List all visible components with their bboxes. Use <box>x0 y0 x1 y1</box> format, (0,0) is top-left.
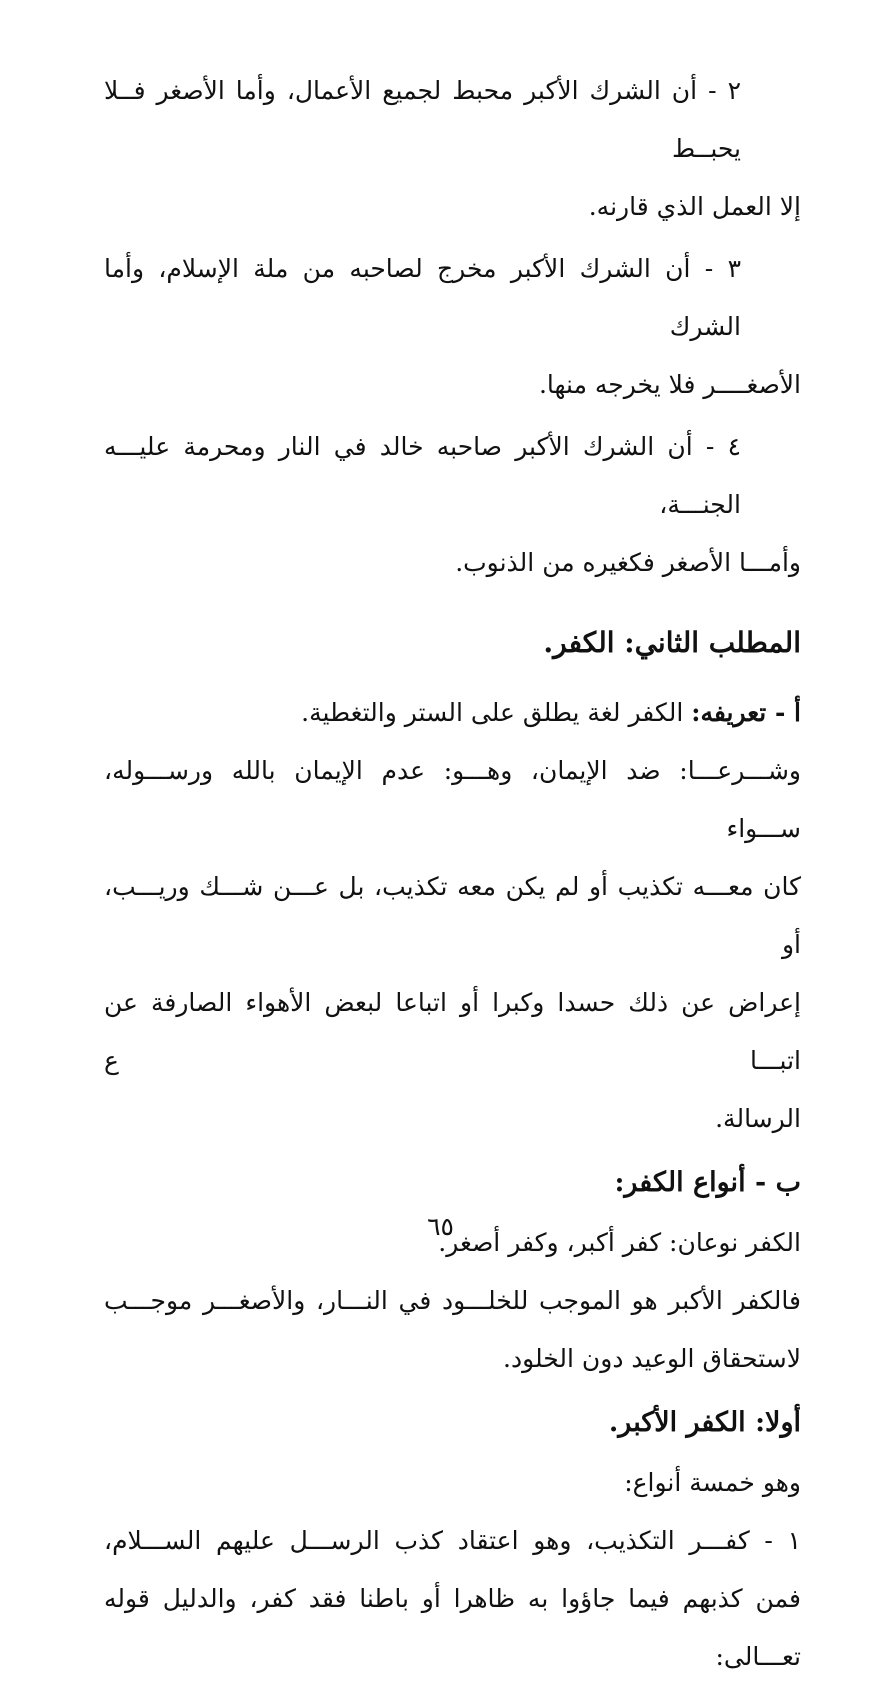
definition-line <box>104 684 801 742</box>
types-line-3: لاستحقاق الوعيد دون الخلود. <box>503 1344 801 1373</box>
major-kufr-heading: أولا: الكفر الأكبر. <box>608 1407 801 1438</box>
types-line-2: فالكفر الأكبر هو الموجب للخلـــود في النـــار، والأصغـــر موجـــب <box>104 1286 801 1315</box>
page-number: ٦٥ <box>427 1212 454 1241</box>
sharia-line-1: وشـــرعـــا: ضد الإيمان، وهـــو: عدم الإيمان بالله ورســـوله، ســـواء <box>104 756 801 843</box>
point-4-line-1: ٤ - أن الشرك الأكبر صاحبه خالد في النار ومحرمة عليـــه الجنـــة، <box>104 432 741 519</box>
item-1-line-2: فمن كذبهم فيما جاؤوا به ظاهرا أو باطنا فقد كفر، والدليل قوله تعـــالى: <box>104 1584 801 1671</box>
point-2-line-2: إلا العمل الذي قارنه. <box>588 192 801 221</box>
types-heading: ب - أنواع الكفر: <box>614 1167 801 1198</box>
definition-label: أ - تعريفه: <box>691 698 801 727</box>
point-3-line-2: الأصغــــر فلا يخرجه منها. <box>538 370 801 399</box>
major-kufr-intro: وهو خمسة أنواع: <box>624 1468 801 1497</box>
types-line-1: الكفر نوعان: كفر أكبر، وكفر أصغر. <box>438 1228 801 1257</box>
definition-text: الكفر لغة يطلق على الستر والتغطية. <box>301 698 692 727</box>
point-4-line-2: وأمـــا الأصغر فكغيره من الذنوب. <box>455 548 801 577</box>
point-2-line-1: ٢ - أن الشرك الأكبر محبط لجميع الأعمال، وأما الأصغر فــلا يحبــط <box>104 76 741 163</box>
section-heading: المطلب الثاني: الكفر. <box>543 626 801 659</box>
item-1-line-1: ١ - كفـــر التكذيب، وهو اعتقاد كذب الرســـل عليهم الســـلام، <box>104 1526 801 1555</box>
sharia-line-3: إعراض عن ذلك حسدا وكبرا أو اتباعا لبعض الأهواء الصارفة عن اتبـــا ع <box>104 988 801 1075</box>
sharia-line-4: الرسالة. <box>715 1104 801 1133</box>
point-3-line-1: ٣ - أن الشرك الأكبر مخرج لصاحبه من ملة الإسلام، وأما الشرك <box>104 254 741 341</box>
sharia-line-2: كان معـــه تكذيب أو لم يكن معه تكذيب، بل عـــن شـــك وريـــب، أو <box>104 872 801 959</box>
